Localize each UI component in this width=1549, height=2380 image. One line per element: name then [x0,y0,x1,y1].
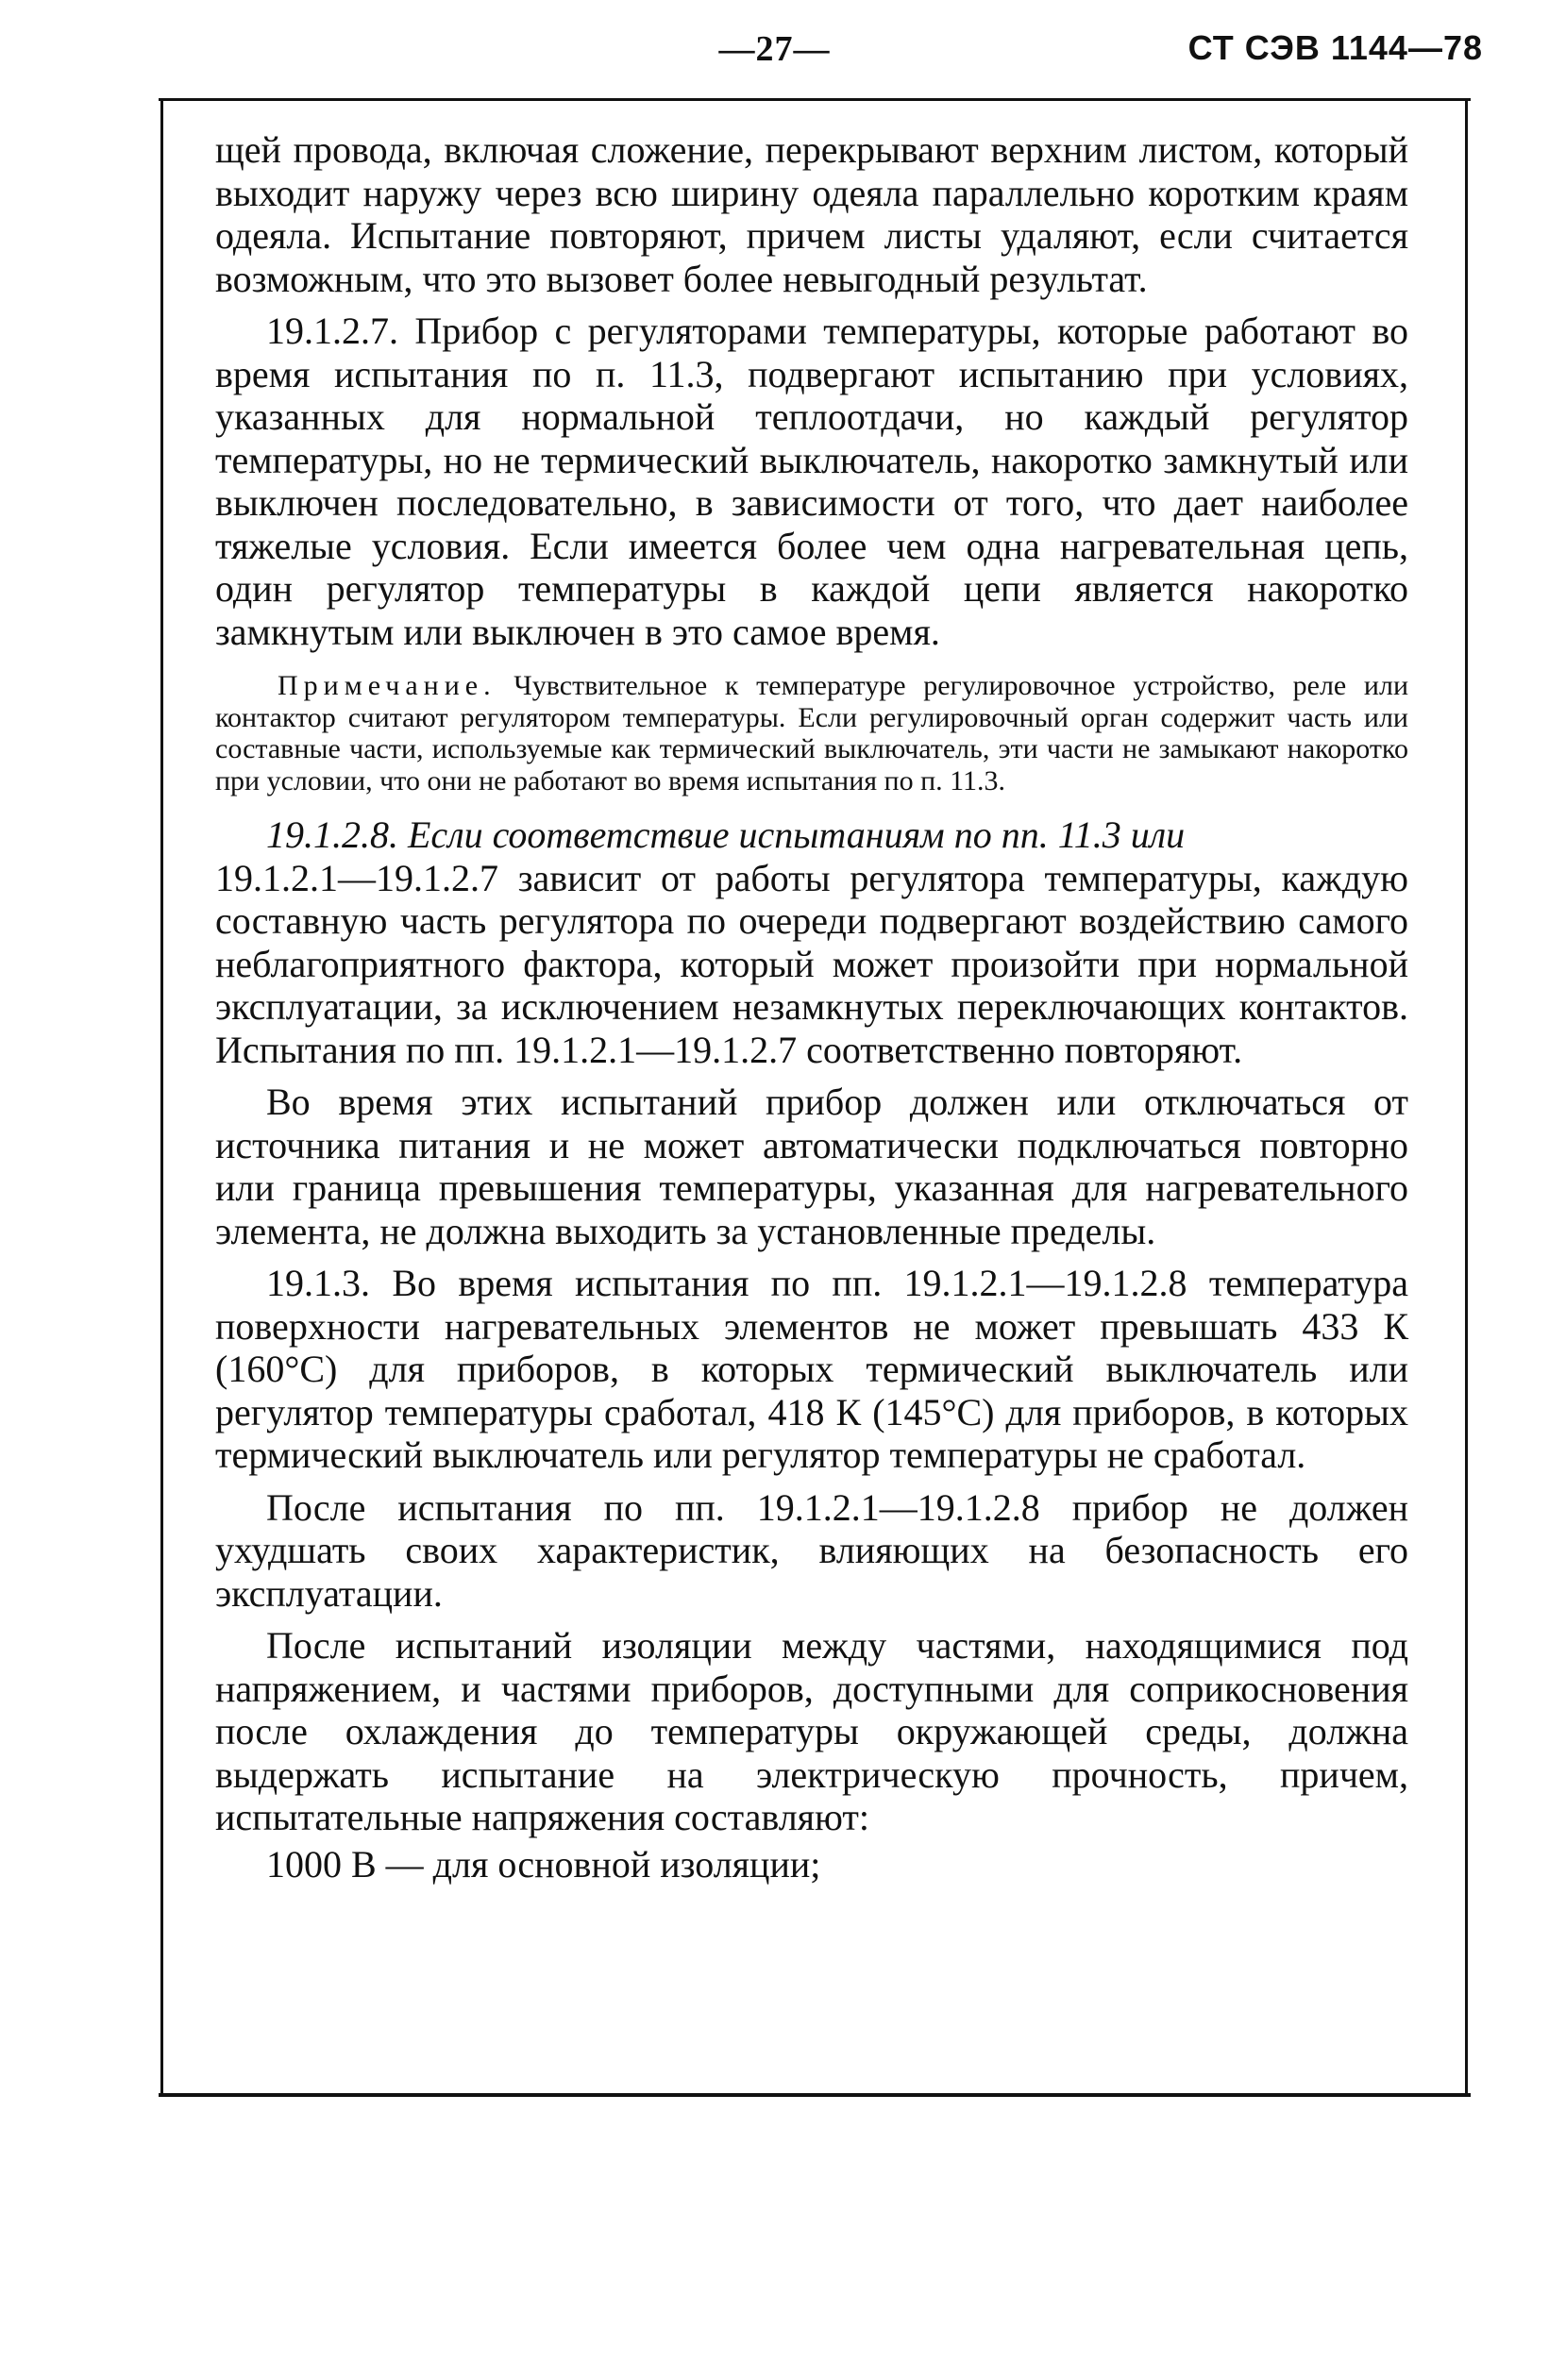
paragraph-during-tests: Во время этих испытаний прибор должен или отключаться от источника питания и не может автоматически подключаться повторно или граница превышения температуры, указанная для нагревательного элемента, не должна выходить за установленные пределы. [215,1081,1408,1252]
paragraph-19-1-2-8-text: 19.1.2.1—19.1.2.7 зависит от работы регулятора температуры, каждую составную часть регулятора по очереди подвергают воздействию самого неблагоприятного фактора, который может произойти при нормальной эксплуатации, за исключением незамкнутых переключающих контактов. Испытания по пп. 19.1.2.1—19.1.2.7 соответственно повторяют. [215,856,1408,1071]
page-body [215,128,1408,1889]
paragraph-19-1-2-7: 19.1.2.7. Прибор с регуляторами температуры, которые работают во время испытания по п. 11.3, подвергают испытанию при условиях, указанных для нормальной теплоотдачи, но каждый регулятор температуры, но не термический выключатель, накоротко замкнутый или выключен последовательно, в зависимости от того, что дает наиболее тяжелые условия. Если имеется более чем одна нагревательная цепь, один регулятор температуры в каждой цепи является накоротко замкнутым или выключен в это самое время. [215,310,1408,653]
paragraph-insulation: После испытаний изоляции между частями, находящимися под напряжением, и частями приборов, доступными для соприкосновения после охлаждения до температуры окружающей среды, должна выдержать испытание на электрическую прочность, причем, испытательные напряжения составляют: [215,1624,1408,1838]
note [215,670,1408,796]
paragraph-19-1-3: 19.1.3. Во время испытания по пп. 19.1.2.1—19.1.2.8 температура поверхности нагревательных элементов не может превышать 433 К (160°С) для приборов, в которых термический выключатель или регулятор температуры сработал, 418 К (145°С) для приборов, в которых термический выключатель или регулятор температуры не сработал. [215,1262,1408,1476]
paragraph-after-test: После испытания по пп. 19.1.2.1—19.1.2.8 прибор не должен ухудшать своих характеристик, влияющих на безопасность его эксплуатации. [215,1485,1408,1615]
frame-bottom-rule [159,2093,1471,2097]
standard-code: СТ СЭВ 1144—78 [1187,28,1483,67]
note-text: Чувствительное к температуре регулировочное устройство, реле или контактор считают регулятором температуры. Если регулировочный орган содержит часть или составные части, используемые как термический выключатель, эти части не замыкают накоротко при условии, что они не работают во время испытания по п. 11.3. [215,670,1409,796]
frame-top-rule [159,98,1471,101]
paragraph-1000v: 1000 В — для основной изоляции; [266,1842,821,1886]
paragraph-19-1-2-8-heading: 19.1.2.8. Если соответствие испытаниям по пп. 11.3 или [266,813,1186,856]
paragraph-continuation: щей провода, включая сложение, перекрывают верхним листом, который выходит наружу через всю ширину одеяла параллельно коротким краям одеяла. Испытание повторяют, причем листы удаляют, если считается возможным, что это вызовет более невыгодный результат. [215,128,1408,300]
frame-right-rule [1465,98,1468,2097]
page-number: —27— [718,29,831,69]
note-label: Примечание. [278,670,497,701]
paragraph-19-1-2-8 [215,813,1408,1071]
frame-left-rule [160,98,163,2097]
